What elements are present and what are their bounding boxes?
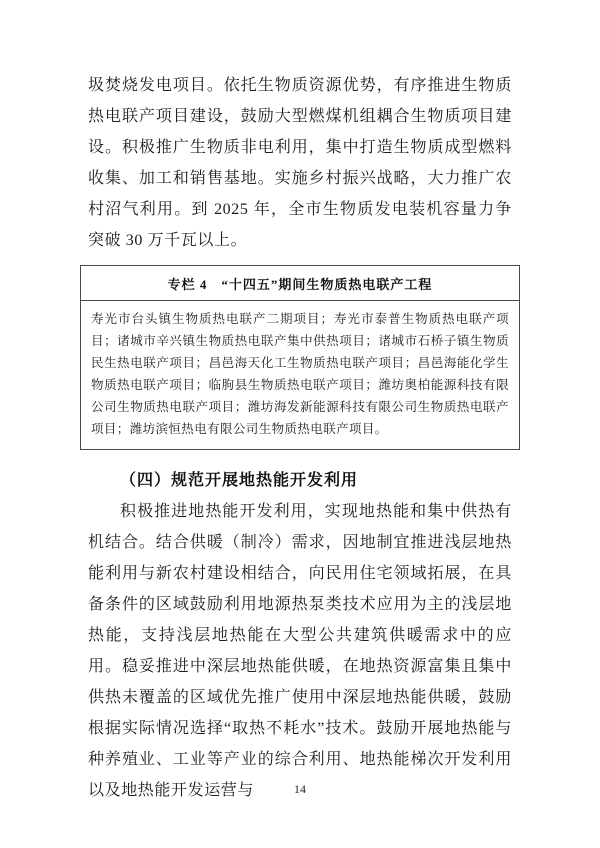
section-heading: （四）规范开展地热能开发利用 — [120, 472, 359, 489]
column-box-title: 专栏 4 “十四五”期间生物质热电联产工程 — [81, 266, 519, 301]
column-box-body: 寿光市台头镇生物质热电联产二期项目；寿光市泰普生物质热电联产项目；诸城市辛兴镇生物质热电联产集中供热项目；诸城市石桥子镇生物质民生热电联产项目；昌邑海天化工生物质热电联产项目；昌邑海能化学生物质热电联产项目；临朐县生物质热电联产项目；潍坊奥柏能源科技有限公司生物质热电联产项目；潍坊海发新能源科技有限公司生物质热电联产项目；潍坊滨恒热电有限公司生物质热电联产项目。 — [91, 312, 509, 436]
paragraph-geothermal: 积极推进地热能开发利用，实现地热能和集中供热有机结合。结合供暖（制冷）需求，因地制宜推进浅层地热能利用与新农村建设相结合，向民用住宅领域拓展，在具备条件的区域鼓励利用地源热泵类技术应用为主的浅层地热能，支持浅层地热能在大型公共建筑供暖需求中的应用。稳妥推进中深层地热能供暖，在地热资源富集且集中供热未覆盖的区域优先推广使用中深层地热能供暖，鼓励根据实际情况选择“取热不耗水”技术。鼓励开展地热能与种养殖业、工业等产业的综合利用、地热能梯次开发利用以及地热能开发运营与 — [88, 503, 512, 799]
page-number: 14 — [294, 782, 306, 796]
column-box — [80, 265, 520, 450]
paragraph-biomass: 圾焚烧发电项目。依托生物质资源优势，有序推进生物质热电联产项目建设，鼓励大型燃煤机组耦合生物质项目建设。积极推广生物质非电利用，集中打造生物质成型燃料收集、加工和销售基地。实施乡村振兴战略，大力推广农村沼气利用。到 2025 年，全市生物质发电装机容量力争突破 30 万千瓦以上。 — [88, 77, 512, 249]
text-block — [88, 70, 512, 806]
